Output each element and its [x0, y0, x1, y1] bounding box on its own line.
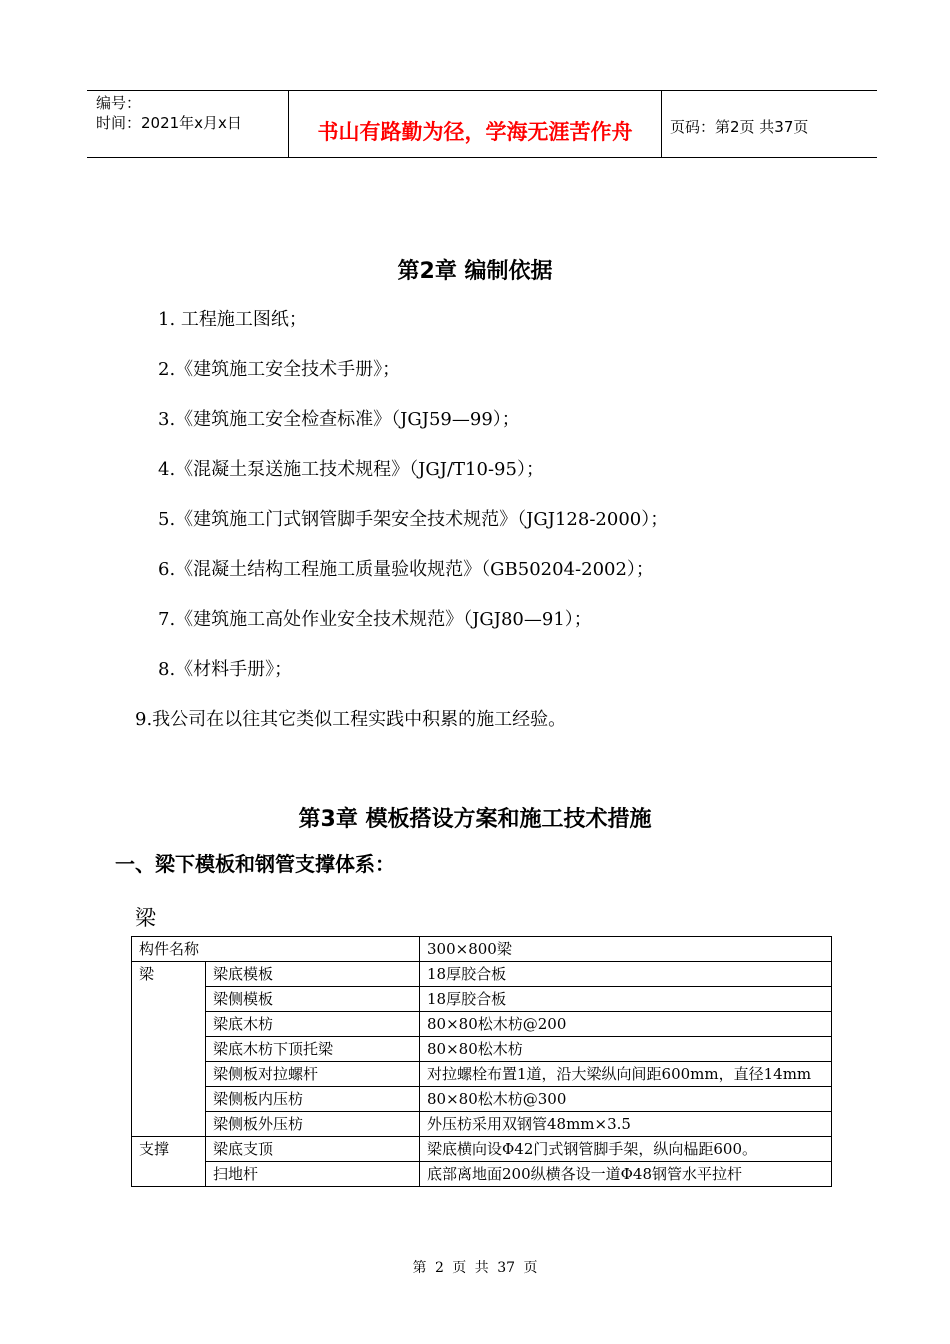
- row-name: 扫地杆: [206, 1162, 420, 1187]
- page-footer: 第 2 页 共 37 页: [412, 1260, 538, 1276]
- row-value: 梁底横向设Φ42门式钢管脚手架，纵向榀距600。: [420, 1137, 832, 1162]
- row-value: 80×80松木枋@300: [420, 1087, 832, 1112]
- table-row: [132, 1112, 832, 1137]
- table-row: [132, 1062, 832, 1087]
- row-name: 梁底木枋下顶托梁: [206, 1037, 420, 1062]
- header-divider-1: [288, 90, 289, 158]
- header-top-rule: [87, 90, 877, 91]
- header-page-info: 页码：第2页 共37页: [670, 118, 809, 136]
- header-cell-name: 构件名称: [132, 937, 420, 962]
- row-value: 对拉螺栓布置1道，沿大梁纵向间距600mm，直径14mm: [420, 1062, 832, 1087]
- chapter3-title: 第3章 模板搭设方案和施工技术措施: [298, 807, 652, 832]
- basis-item-9: 9.我公司在以往其它类似工程实践中积累的施工经验。: [135, 709, 567, 730]
- row-value: 外压枋采用双钢管48mm×3.5: [420, 1112, 832, 1137]
- header-date-label: 时间：2021年x月x日: [96, 114, 242, 132]
- group-cell-support: 支撑: [132, 1137, 206, 1187]
- row-name: 梁底模板: [206, 962, 420, 987]
- table-row: [132, 1162, 832, 1187]
- table-row: [132, 1012, 832, 1037]
- basis-item-6: 6.《混凝土结构工程施工质量验收规范》（GB50204-2002）；: [158, 559, 654, 580]
- basis-item-4: 4.《混凝土泵送施工技术规程》（JGJ/T10-95）；: [158, 459, 544, 480]
- row-name: 梁侧板外压枋: [206, 1112, 420, 1137]
- basis-item-1: 1. 工程施工图纸；: [158, 309, 307, 330]
- row-name: 梁底支顶: [206, 1137, 420, 1162]
- table-row: [132, 1137, 832, 1162]
- beam-spec-table: [131, 936, 832, 1187]
- row-value: 18厚胶合板: [420, 987, 832, 1012]
- row-value: 18厚胶合板: [420, 962, 832, 987]
- group-cell-beam: 梁: [132, 962, 206, 1137]
- section-heading: 一、梁下模板和钢管支撑体系：: [115, 852, 395, 876]
- row-name: 梁侧模板: [206, 987, 420, 1012]
- row-value: 80×80松木枋: [420, 1037, 832, 1062]
- header-bottom-rule: [87, 157, 877, 158]
- basis-item-5: 5.《建筑施工门式钢管脚手架安全技术规范》（JGJ128-2000）；: [158, 509, 669, 530]
- table-row: [132, 1037, 832, 1062]
- table-row: [132, 1087, 832, 1112]
- row-name: 梁侧板内压枋: [206, 1087, 420, 1112]
- basis-item-7: 7.《建筑施工高处作业安全技术规范》（JGJ80—91）；: [158, 609, 592, 630]
- header-cell-value: 300×800梁: [420, 937, 832, 962]
- row-value: 底部离地面200纵横各设一道Φ48钢管水平拉杆: [420, 1162, 832, 1187]
- basis-item-3: 3.《建筑施工安全检查标准》（JGJ59—99）；: [158, 409, 520, 430]
- table-row: [132, 962, 832, 987]
- basis-item-2: 2.《建筑施工安全技术手册》；: [158, 359, 401, 380]
- table-row: [132, 987, 832, 1012]
- chapter2-title: 第2章 编制依据: [397, 259, 553, 284]
- row-name: 梁侧板对拉螺杆: [206, 1062, 420, 1087]
- table-header-row: [132, 937, 832, 962]
- table-label: 梁: [135, 906, 156, 930]
- header-motto: 书山有路勤为径，学海无涯苦作舟: [317, 120, 633, 144]
- row-value: 80×80松木枋@200: [420, 1012, 832, 1037]
- header-number-label: 编号：: [96, 94, 142, 112]
- row-name: 梁底木枋: [206, 1012, 420, 1037]
- header-meta: [96, 93, 242, 133]
- header-divider-2: [661, 90, 662, 158]
- basis-item-8: 8.《材料手册》；: [158, 659, 293, 680]
